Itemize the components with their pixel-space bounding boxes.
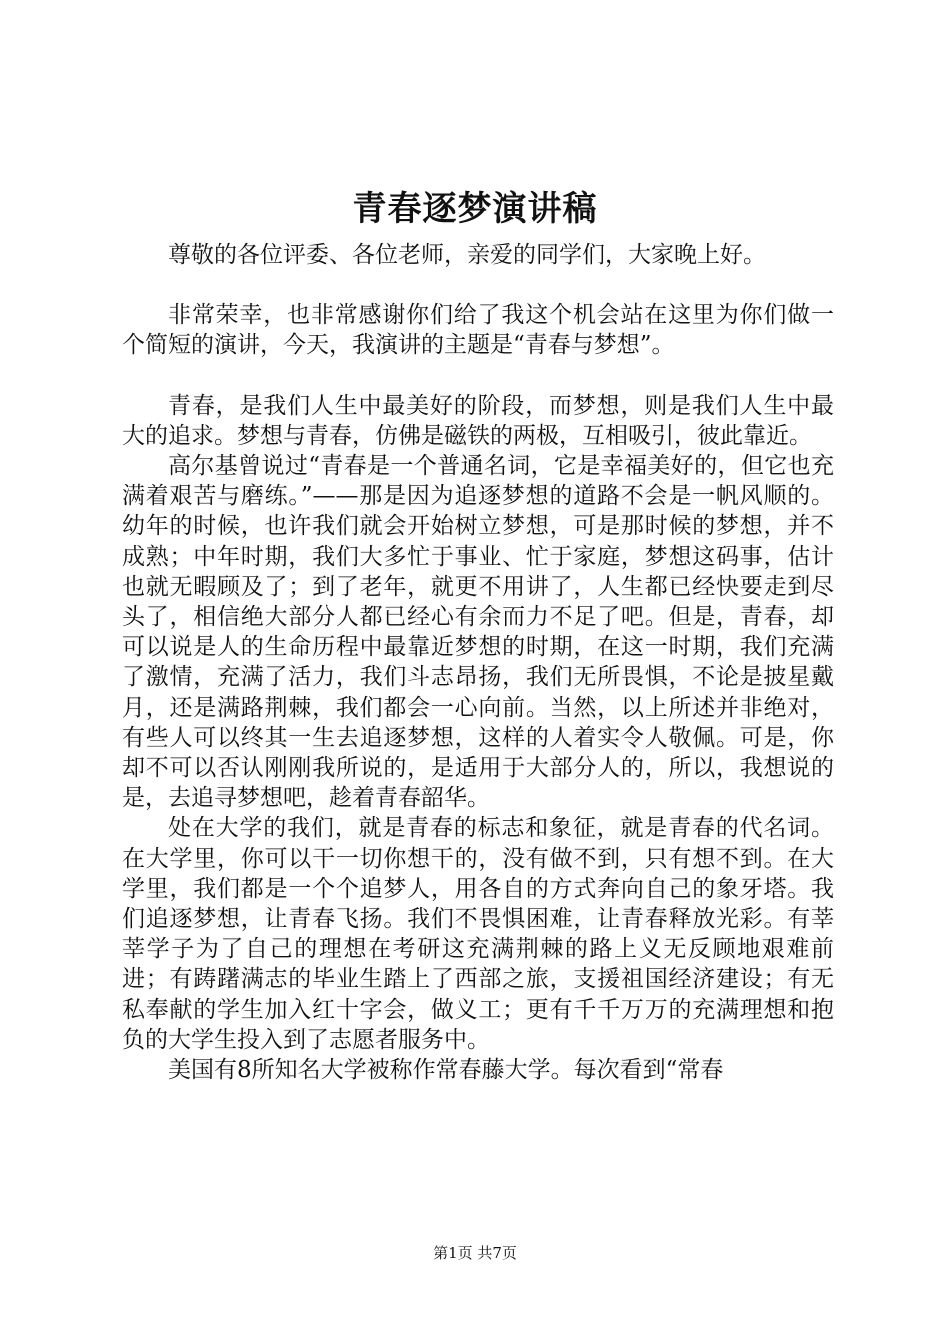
paragraph-university: 处在大学的我们，就是青春的标志和象征，就是青春的代名词。在大学里，你可以干一切你想干的，没有做不到，只有想不到。在大学里，我们都是一个个追梦人，用各自的方式奔向自己的象牙塔。我们追逐梦想，让青春飞扬。我们不畏惧困难，让青春释放光彩。有莘莘学子为了自己的理想在考研这充满荆棘的路上义无反顾地艰难前进；有踌躇满志的毕业生踏上了西部之旅，支援祖国经济建设；有无私奉献的学生加入红十字会，做义工；更有千千万万的充满理想和抱负的大学生投入到了志愿者服务中。 bbox=[122, 815, 834, 1053]
document-body bbox=[122, 240, 834, 1085]
paragraph-greeting: 尊敬的各位评委、各位老师，亲爱的同学们，大家晚上好。 bbox=[168, 242, 766, 268]
paragraph-gorky-quote: 高尔基曾说过“青春是一个普通名词，它是幸福美好的，但它也充满着艰苦与磨练。”——那是因为追逐梦想的道路不会是一帆风顺的。幼年的时候，也许我们就会开始树立梦想，可是那时候的梦想，并不成熟；中年时期，我们大多忙于事业、忙于家庭，梦想这码事，估计也就无暇顾及了；到了老年，就更不用讲了，人生都已经快要走到尽头了，相信绝大部分人都已经心有余而力不足了吧。但是，青春，却可以说是人的生命历程中最靠近梦想的时期，在这一时期，我们充满了激情，充满了活力，我们斗志昂扬，我们无所畏惧，不论是披星戴月，还是满路荆棘，我们都会一心向前。当然，以上所述并非绝对，有些人可以终其一生去追逐梦想，这样的人着实令人敬佩。可是，你却不可以否认刚刚我所说的，是适用于大部分人的，所以，我想说的是，去追寻梦想吧，趁着青春韶华。 bbox=[122, 453, 834, 812]
paragraph-ivy-league: 美国有8所知名大学被称作常春藤大学。每次看到“常春 bbox=[168, 1057, 724, 1084]
document-title: 青春逐梦演讲稿 bbox=[352, 189, 598, 229]
page-number-footer: 第1页 共7页 bbox=[433, 1244, 517, 1262]
paragraph-youth-dream: 青春，是我们人生中最美好的阶段，而梦想，则是我们人生中最大的追求。梦想与青春，仿佛是磁铁的两极，互相吸引，彼此靠近。 bbox=[122, 392, 834, 449]
paragraph-intro: 非常荣幸，也非常感谢你们给了我这个机会站在这里为你们做一个简短的演讲，今天，我演讲的主题是“青春与梦想”。 bbox=[122, 302, 834, 359]
